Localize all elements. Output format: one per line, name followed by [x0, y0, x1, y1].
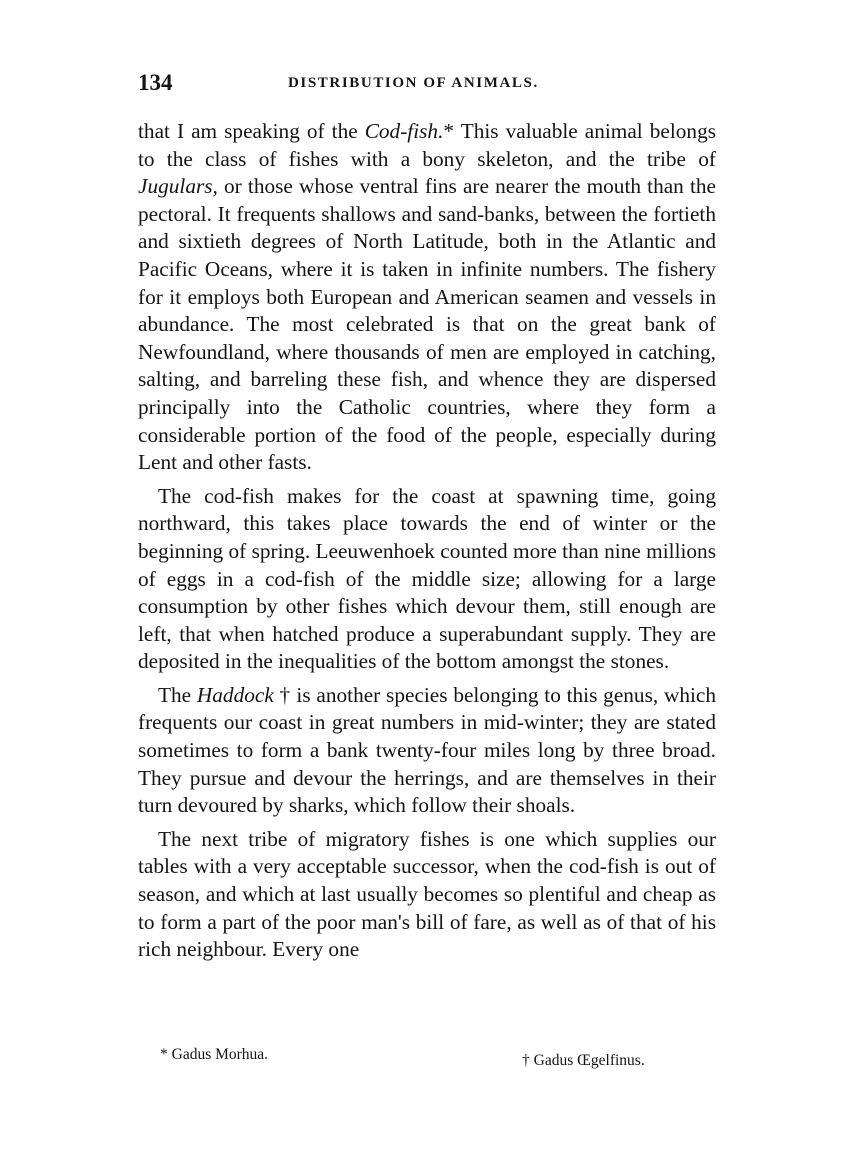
p1-text-c: * This valuable animal belongs to the class of fishes with a bony skeleton, and the tribe of	[138, 119, 717, 171]
running-head	[138, 70, 718, 100]
p1-text-e: or those whose ventral fins are nearer the mouth than the pectoral. It frequents shallows and sand-banks, between the fortieth and sixtieth degrees of North Latitude, both in the Atlantic and Pacific Oceans, where it is taken in infinite numbers. The fishery for it employs both European and American seamen and vessels in abundance. The most celebrated is that on the great bank of Newfoundland, where thousands of men are employed in catching, salting, and barreling these fish, and whence they are dispersed principally into the Catholic countries, where they form a considerable portion of the food of the people, especially during Lent and other fasts.	[138, 174, 716, 475]
p3-text-c: † is another species belonging to this genus, which frequents our coast in great numbers in mid-winter; they are stated sometimes to form a bank twenty-four miles long by three broad. They pursue and devour the herrings, and are themselves in their turn devoured by sharks, which follow their shoals.	[138, 682, 716, 818]
p3-text-a: The	[158, 682, 197, 707]
cod-fish-term: Cod-fish.	[364, 119, 444, 143]
page-number: 134	[138, 70, 173, 95]
paragraph-next-tribe: The next tribe of migratory fishes is one which supplies our tables with a very acceptable successor, when the cod-fish is out of season, and which at last usually becomes so plentiful and cheap as to form a part of the poor man's bill of fare, as well as of that of his rich neighbour. Every one	[138, 826, 716, 962]
footnote-gadus-oegelfinus: † Gadus Œgelfinus.	[522, 1052, 645, 1069]
paragraph-haddock	[138, 682, 716, 820]
footnote-gadus-morhua: * Gadus Morhua.	[160, 1046, 269, 1063]
paragraph-cod-fish	[138, 118, 716, 477]
p1-text-a: that I am speaking of the	[138, 119, 365, 143]
body-text	[138, 118, 716, 970]
footnotes	[160, 1046, 720, 1074]
haddock-term: Haddock	[196, 682, 274, 707]
jugulars-term: Jugulars,	[138, 174, 218, 199]
paragraph-spawning: The cod-fish makes for the coast at spawning time, going northward, this takes place towards the end of winter or the beginning of spring. Leeuwenhoek counted more than nine millions of eggs in a cod-fish of the middle size; allowing for a large consumption by other fishes which devour them, still enough are left, that when hatched produce a superabundant supply. They are deposited in the inequalities of the bottom amongst the stones.	[138, 483, 716, 674]
running-title: DISTRIBUTION OF ANIMALS.	[288, 75, 539, 91]
